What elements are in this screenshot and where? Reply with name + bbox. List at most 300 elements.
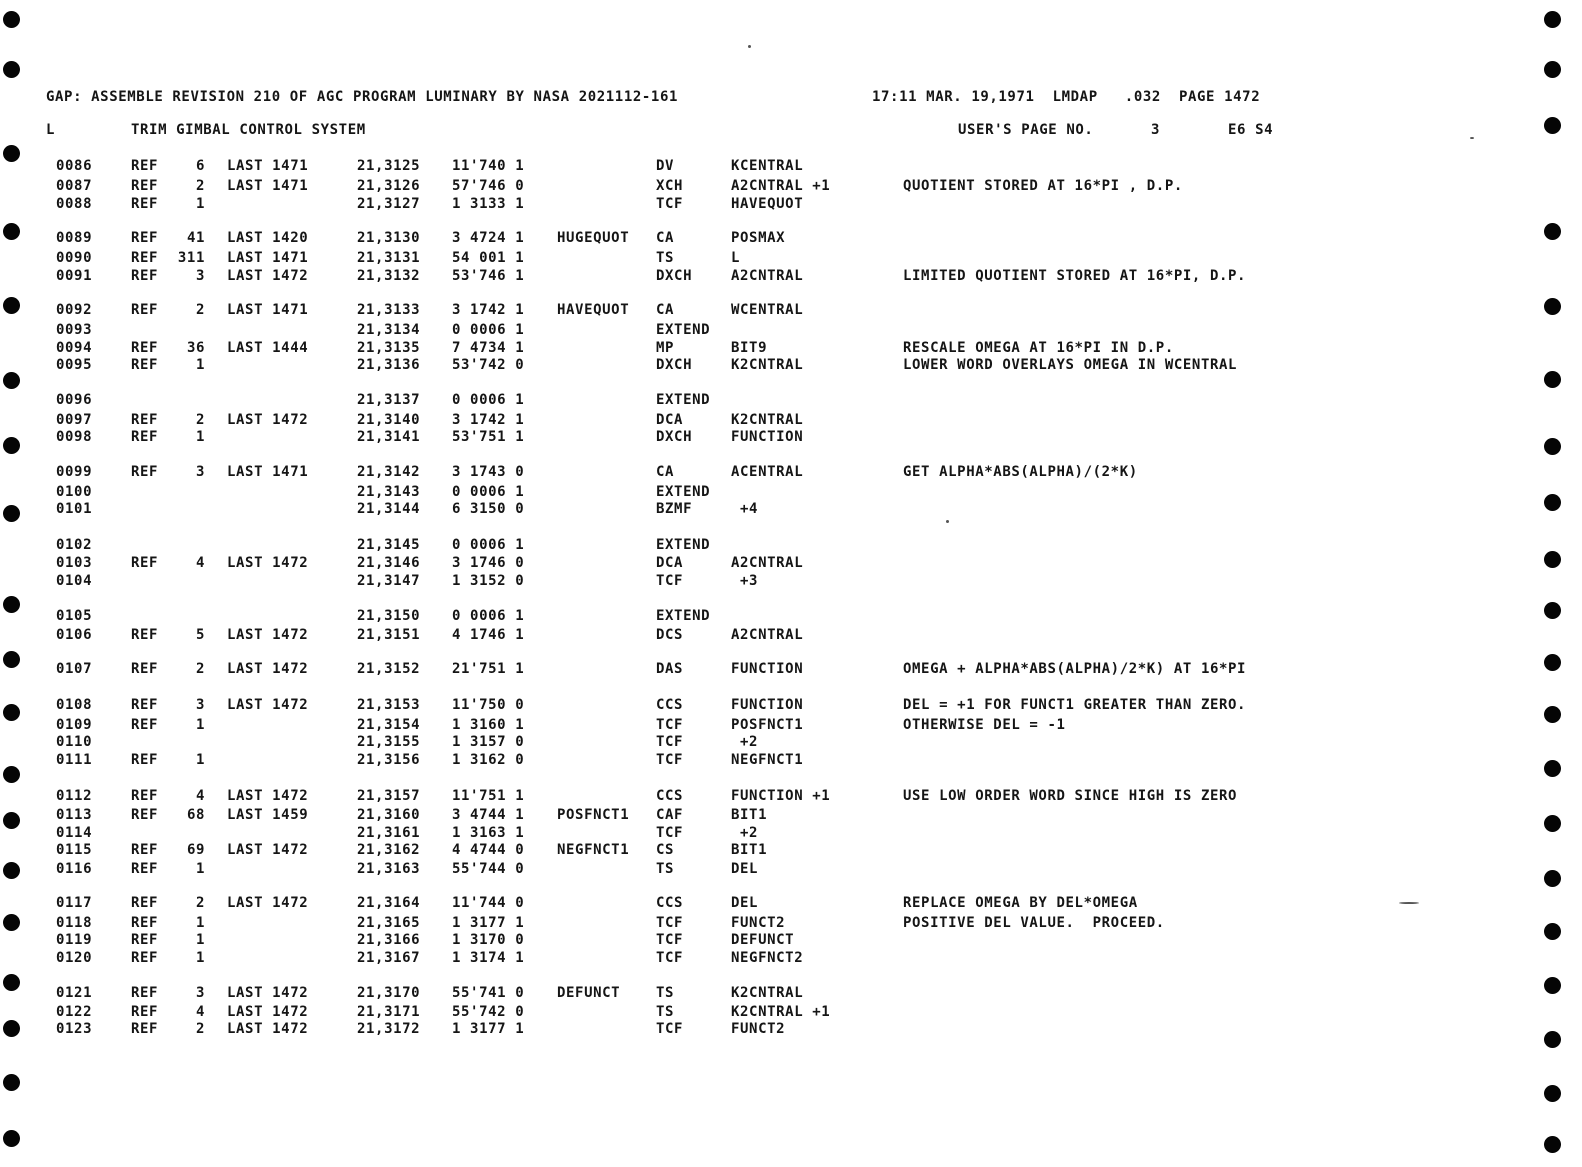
tractor-feed-hole — [3, 1020, 20, 1037]
machine-code: 1 3133 1 — [452, 196, 525, 212]
operand: K2CNTRAL — [731, 412, 804, 428]
ref-label: REF — [131, 752, 159, 768]
last-page-ref: LAST 1471 — [227, 250, 309, 266]
last-page-ref: LAST 1472 — [227, 697, 309, 713]
scan-speck — [1399, 902, 1419, 904]
assembly-header: GAP: ASSEMBLE REVISION 210 OF AGC PROGRAM LUMINARY BY NASA 2021112-161 — [46, 89, 679, 105]
operand: K2CNTRAL — [731, 357, 804, 373]
user-page-label: USER'S PAGE NO. — [958, 122, 1094, 138]
operand: FUNCT2 — [731, 1021, 786, 1037]
symbol-label: NEGFNCT1 — [557, 842, 630, 858]
opcode: TCF — [656, 573, 684, 589]
address: 21,3127 — [357, 196, 421, 212]
machine-code: 53'742 0 — [452, 357, 525, 373]
line-number: 0095 — [56, 357, 93, 373]
operand: A2CNTRAL — [731, 555, 804, 571]
operand: NEGFNCT1 — [731, 752, 804, 768]
address: 21,3167 — [357, 950, 421, 966]
tractor-feed-hole — [3, 766, 20, 783]
opcode: TCF — [656, 915, 684, 931]
ref-count: 68 — [186, 807, 205, 823]
address: 21,3133 — [357, 302, 421, 318]
machine-code: 7 4734 1 — [452, 340, 525, 356]
opcode: DCA — [656, 412, 684, 428]
opcode: TS — [656, 985, 675, 1001]
ref-label: REF — [131, 340, 159, 356]
last-page-ref: LAST 1472 — [227, 661, 309, 677]
last-page-ref: LAST 1471 — [227, 158, 309, 174]
opcode: CA — [656, 302, 675, 318]
opcode: DV — [656, 158, 675, 174]
opcode: TCF — [656, 717, 684, 733]
tractor-feed-hole — [1544, 654, 1561, 671]
tractor-feed-hole — [1544, 117, 1561, 134]
ref-label: REF — [131, 412, 159, 428]
opcode: DAS — [656, 661, 684, 677]
opcode: EXTEND — [656, 608, 711, 624]
comment: POSITIVE DEL VALUE. PROCEED. — [903, 915, 1165, 931]
last-page-ref: LAST 1472 — [227, 412, 309, 428]
ref-count: 311 — [177, 250, 205, 266]
machine-code: 1 3160 1 — [452, 717, 525, 733]
operand: +4 — [731, 501, 759, 517]
tractor-feed-hole — [3, 145, 20, 162]
comment: USE LOW ORDER WORD SINCE HIGH IS ZERO — [903, 788, 1238, 804]
ref-count: 1 — [195, 950, 205, 966]
machine-code: 11'751 1 — [452, 788, 525, 804]
tractor-feed-hole — [1544, 438, 1561, 455]
operand: DEL — [731, 861, 759, 877]
machine-code: 1 3174 1 — [452, 950, 525, 966]
opcode: TS — [656, 861, 675, 877]
opcode: TCF — [656, 752, 684, 768]
operand: L — [731, 250, 741, 266]
machine-code: 3 1743 0 — [452, 464, 525, 480]
operand: K2CNTRAL — [731, 985, 804, 1001]
address: 21,3153 — [357, 697, 421, 713]
opcode: CA — [656, 230, 675, 246]
machine-code: 11'740 1 — [452, 158, 525, 174]
ref-label: REF — [131, 555, 159, 571]
opcode: TCF — [656, 196, 684, 212]
line-number: 0098 — [56, 429, 93, 445]
ref-count: 2 — [195, 895, 205, 911]
last-page-ref: LAST 1472 — [227, 788, 309, 804]
machine-code: 4 4744 0 — [452, 842, 525, 858]
comment: RESCALE OMEGA AT 16*PI IN D.P. — [903, 340, 1174, 356]
operand: DEFUNCT — [731, 932, 795, 948]
machine-code: 55'741 0 — [452, 985, 525, 1001]
address: 21,3141 — [357, 429, 421, 445]
operand: +3 — [731, 573, 759, 589]
operand: POSMAX — [731, 230, 786, 246]
opcode: TS — [656, 250, 675, 266]
address: 21,3162 — [357, 842, 421, 858]
ref-count: 6 — [195, 158, 205, 174]
line-number: 0096 — [56, 392, 93, 408]
line-number: 0087 — [56, 178, 93, 194]
machine-code: 3 4744 1 — [452, 807, 525, 823]
tractor-feed-hole — [3, 297, 20, 314]
ref-count: 2 — [195, 1021, 205, 1037]
opcode: CCS — [656, 697, 684, 713]
operand: NEGFNCT2 — [731, 950, 804, 966]
line-number: 0117 — [56, 895, 93, 911]
operand: BIT1 — [731, 807, 768, 823]
tractor-feed-hole — [3, 505, 20, 522]
machine-code: 0 0006 1 — [452, 484, 525, 500]
tractor-feed-hole — [3, 61, 20, 78]
tractor-feed-hole — [1544, 1031, 1561, 1048]
tractor-feed-hole — [3, 437, 20, 454]
address: 21,3126 — [357, 178, 421, 194]
operand: WCENTRAL — [731, 302, 804, 318]
machine-code: 3 1742 1 — [452, 412, 525, 428]
address: 21,3163 — [357, 861, 421, 877]
machine-code: 1 3177 1 — [452, 915, 525, 931]
machine-code: 57'746 0 — [452, 178, 525, 194]
tractor-feed-hole — [3, 372, 20, 389]
address: 21,3134 — [357, 322, 421, 338]
last-page-ref: LAST 1471 — [227, 464, 309, 480]
machine-code: 6 3150 0 — [452, 501, 525, 517]
ref-label: REF — [131, 788, 159, 804]
opcode: XCH — [656, 178, 684, 194]
address: 21,3152 — [357, 661, 421, 677]
opcode: EXTEND — [656, 484, 711, 500]
line-number: 0105 — [56, 608, 93, 624]
address: 21,3137 — [357, 392, 421, 408]
tractor-feed-hole — [1544, 977, 1561, 994]
line-number: 0122 — [56, 1004, 93, 1020]
opcode: CCS — [656, 788, 684, 804]
ref-count: 1 — [195, 196, 205, 212]
opcode: CS — [656, 842, 675, 858]
machine-code: 21'751 1 — [452, 661, 525, 677]
tractor-feed-hole — [1544, 923, 1561, 940]
ref-count: 2 — [195, 412, 205, 428]
machine-code: 1 3152 0 — [452, 573, 525, 589]
line-number: 0102 — [56, 537, 93, 553]
tractor-feed-hole — [3, 651, 20, 668]
ref-label: REF — [131, 950, 159, 966]
ref-label: REF — [131, 717, 159, 733]
machine-code: 1 3162 0 — [452, 752, 525, 768]
ref-count: 2 — [195, 661, 205, 677]
ref-label: REF — [131, 842, 159, 858]
ref-count: 2 — [195, 178, 205, 194]
line-number: 0104 — [56, 573, 93, 589]
address: 21,3142 — [357, 464, 421, 480]
machine-code: 0 0006 1 — [452, 608, 525, 624]
address: 21,3157 — [357, 788, 421, 804]
line-number: 0092 — [56, 302, 93, 318]
operand: DEL — [731, 895, 759, 911]
ref-label: REF — [131, 357, 159, 373]
ref-label: REF — [131, 1004, 159, 1020]
line-number: 0123 — [56, 1021, 93, 1037]
tractor-feed-hole — [3, 223, 20, 240]
tractor-feed-hole — [3, 596, 20, 613]
ref-label: REF — [131, 268, 159, 284]
line-number: 0119 — [56, 932, 93, 948]
address: 21,3172 — [357, 1021, 421, 1037]
line-number: 0116 — [56, 861, 93, 877]
ref-count: 4 — [195, 788, 205, 804]
machine-code: 54 001 1 — [452, 250, 525, 266]
operand: +2 — [731, 734, 759, 750]
user-page-number: 3 — [1151, 122, 1161, 138]
ref-label: REF — [131, 230, 159, 246]
opcode: CAF — [656, 807, 684, 823]
tractor-feed-hole — [1544, 706, 1561, 723]
address: 21,3164 — [357, 895, 421, 911]
opcode: DCS — [656, 627, 684, 643]
line-number: 0109 — [56, 717, 93, 733]
address: 21,3161 — [357, 825, 421, 841]
line-number: 0110 — [56, 734, 93, 750]
line-number: 0103 — [56, 555, 93, 571]
address: 21,3136 — [357, 357, 421, 373]
symbol-label: POSFNCT1 — [557, 807, 630, 823]
ref-count: 2 — [195, 302, 205, 318]
opcode: EXTEND — [656, 322, 711, 338]
tractor-feed-hole — [1544, 223, 1561, 240]
last-page-ref: LAST 1472 — [227, 895, 309, 911]
operand: HAVEQUOT — [731, 196, 804, 212]
tractor-feed-hole — [3, 704, 20, 721]
ref-count: 1 — [195, 932, 205, 948]
tractor-feed-hole — [1544, 551, 1561, 568]
operand: FUNCT2 — [731, 915, 786, 931]
edition-label: E6 S4 — [1228, 122, 1274, 138]
last-page-ref: LAST 1472 — [227, 1021, 309, 1037]
tractor-feed-hole — [3, 974, 20, 991]
machine-code: 1 3157 0 — [452, 734, 525, 750]
symbol-label: HUGEQUOT — [557, 230, 630, 246]
address: 21,3131 — [357, 250, 421, 266]
opcode: TCF — [656, 950, 684, 966]
address: 21,3135 — [357, 340, 421, 356]
comment: LOWER WORD OVERLAYS OMEGA IN WCENTRAL — [903, 357, 1238, 373]
ref-label: REF — [131, 464, 159, 480]
tractor-feed-hole — [3, 1074, 20, 1091]
opcode: DXCH — [656, 268, 693, 284]
last-page-ref: LAST 1472 — [227, 627, 309, 643]
date-page-header: 17:11 MAR. 19,1971 LMDAP .032 PAGE 1472 — [872, 89, 1261, 105]
operand: BIT1 — [731, 842, 768, 858]
address: 21,3156 — [357, 752, 421, 768]
last-page-ref: LAST 1459 — [227, 807, 309, 823]
address: 21,3170 — [357, 985, 421, 1001]
last-page-ref: LAST 1420 — [227, 230, 309, 246]
ref-label: REF — [131, 807, 159, 823]
operand: A2CNTRAL — [731, 627, 804, 643]
operand: POSFNCT1 — [731, 717, 804, 733]
opcode: TCF — [656, 825, 684, 841]
operand: K2CNTRAL +1 — [731, 1004, 831, 1020]
address: 21,3140 — [357, 412, 421, 428]
line-number: 0111 — [56, 752, 93, 768]
line-number: 0108 — [56, 697, 93, 713]
ref-count: 4 — [195, 1004, 205, 1020]
operand: A2CNTRAL +1 — [731, 178, 831, 194]
machine-code: 3 1742 1 — [452, 302, 525, 318]
tractor-feed-hole — [3, 914, 20, 931]
machine-code: 1 3177 1 — [452, 1021, 525, 1037]
last-page-ref: LAST 1444 — [227, 340, 309, 356]
address: 21,3146 — [357, 555, 421, 571]
ref-count: 4 — [195, 555, 205, 571]
opcode: CA — [656, 464, 675, 480]
last-page-ref: LAST 1472 — [227, 1004, 309, 1020]
line-number: 0086 — [56, 158, 93, 174]
line-number: 0107 — [56, 661, 93, 677]
line-number: 0099 — [56, 464, 93, 480]
last-page-ref: LAST 1472 — [227, 842, 309, 858]
opcode: EXTEND — [656, 537, 711, 553]
line-number: 0112 — [56, 788, 93, 804]
opcode: TS — [656, 1004, 675, 1020]
ref-count: 36 — [186, 340, 205, 356]
machine-code: 11'750 0 — [452, 697, 525, 713]
tractor-feed-hole — [1544, 11, 1561, 28]
opcode: TCF — [656, 734, 684, 750]
address: 21,3144 — [357, 501, 421, 517]
ref-count: 69 — [186, 842, 205, 858]
address: 21,3165 — [357, 915, 421, 931]
line-number: 0101 — [56, 501, 93, 517]
ref-count: 3 — [195, 985, 205, 1001]
tractor-feed-hole — [1544, 760, 1561, 777]
ref-label: REF — [131, 895, 159, 911]
tractor-feed-hole — [1544, 1085, 1561, 1102]
opcode: DXCH — [656, 357, 693, 373]
tractor-feed-hole — [3, 11, 20, 28]
opcode: TCF — [656, 932, 684, 948]
last-page-ref: LAST 1472 — [227, 268, 309, 284]
operand: A2CNTRAL — [731, 268, 804, 284]
tractor-feed-hole — [1544, 602, 1561, 619]
comment: DEL = +1 FOR FUNCT1 GREATER THAN ZERO. — [903, 697, 1247, 713]
comment: GET ALPHA*ABS(ALPHA)/(2*K) — [903, 464, 1138, 480]
ref-count: 3 — [195, 268, 205, 284]
machine-code: 0 0006 1 — [452, 537, 525, 553]
address: 21,3166 — [357, 932, 421, 948]
address: 21,3155 — [357, 734, 421, 750]
line-number: 0094 — [56, 340, 93, 356]
ref-label: REF — [131, 158, 159, 174]
last-page-ref: LAST 1472 — [227, 555, 309, 571]
line-number: 0091 — [56, 268, 93, 284]
line-number: 0097 — [56, 412, 93, 428]
comment: REPLACE OMEGA BY DEL*OMEGA — [903, 895, 1138, 911]
scan-speck — [946, 520, 949, 523]
machine-code: 0 0006 1 — [452, 322, 525, 338]
line-number: 0121 — [56, 985, 93, 1001]
address: 21,3132 — [357, 268, 421, 284]
section-marker: L — [46, 122, 56, 138]
machine-code: 1 3163 1 — [452, 825, 525, 841]
ref-count: 3 — [195, 464, 205, 480]
operand: KCENTRAL — [731, 158, 804, 174]
ref-count: 41 — [186, 230, 205, 246]
ref-label: REF — [131, 429, 159, 445]
tractor-feed-hole — [1544, 298, 1561, 315]
address: 21,3143 — [357, 484, 421, 500]
ref-label: REF — [131, 1021, 159, 1037]
ref-count: 5 — [195, 627, 205, 643]
ref-count: 1 — [195, 429, 205, 445]
ref-label: REF — [131, 985, 159, 1001]
line-number: 0093 — [56, 322, 93, 338]
operand: FUNCTION — [731, 697, 804, 713]
opcode: BZMF — [656, 501, 693, 517]
line-number: 0115 — [56, 842, 93, 858]
scan-speck — [1470, 137, 1474, 139]
machine-code: 0 0006 1 — [452, 392, 525, 408]
line-number: 0089 — [56, 230, 93, 246]
ref-count: 1 — [195, 357, 205, 373]
ref-count: 1 — [195, 752, 205, 768]
operand: ACENTRAL — [731, 464, 804, 480]
tractor-feed-hole — [3, 812, 20, 829]
ref-label: REF — [131, 661, 159, 677]
address: 21,3130 — [357, 230, 421, 246]
comment: OMEGA + ALPHA*ABS(ALPHA)/2*K) AT 16*PI — [903, 661, 1247, 677]
address: 21,3145 — [357, 537, 421, 553]
tractor-feed-hole — [1544, 815, 1561, 832]
tractor-feed-hole — [3, 862, 20, 879]
line-number: 0120 — [56, 950, 93, 966]
opcode: MP — [656, 340, 675, 356]
ref-label: REF — [131, 932, 159, 948]
ref-label: REF — [131, 196, 159, 212]
ref-label: REF — [131, 697, 159, 713]
scan-speck — [748, 45, 751, 48]
ref-count: 1 — [195, 717, 205, 733]
tractor-feed-hole — [3, 1130, 20, 1147]
line-number: 0088 — [56, 196, 93, 212]
comment: OTHERWISE DEL = -1 — [903, 717, 1066, 733]
machine-code: 3 4724 1 — [452, 230, 525, 246]
operand: BIT9 — [731, 340, 768, 356]
address: 21,3151 — [357, 627, 421, 643]
tractor-feed-hole — [1544, 494, 1561, 511]
ref-label: REF — [131, 250, 159, 266]
address: 21,3160 — [357, 807, 421, 823]
machine-code: 53'751 1 — [452, 429, 525, 445]
last-page-ref: LAST 1471 — [227, 302, 309, 318]
address: 21,3154 — [357, 717, 421, 733]
symbol-label: HAVEQUOT — [557, 302, 630, 318]
tractor-feed-hole — [1544, 61, 1561, 78]
last-page-ref: LAST 1472 — [227, 985, 309, 1001]
ref-count: 1 — [195, 861, 205, 877]
machine-code: 55'742 0 — [452, 1004, 525, 1020]
address: 21,3171 — [357, 1004, 421, 1020]
line-number: 0106 — [56, 627, 93, 643]
line-number: 0114 — [56, 825, 93, 841]
machine-code: 53'746 1 — [452, 268, 525, 284]
ref-count: 3 — [195, 697, 205, 713]
ref-label: REF — [131, 915, 159, 931]
machine-code: 1 3170 0 — [452, 932, 525, 948]
operand: FUNCTION — [731, 429, 804, 445]
operand: FUNCTION — [731, 661, 804, 677]
machine-code: 4 1746 1 — [452, 627, 525, 643]
machine-code: 55'744 0 — [452, 861, 525, 877]
